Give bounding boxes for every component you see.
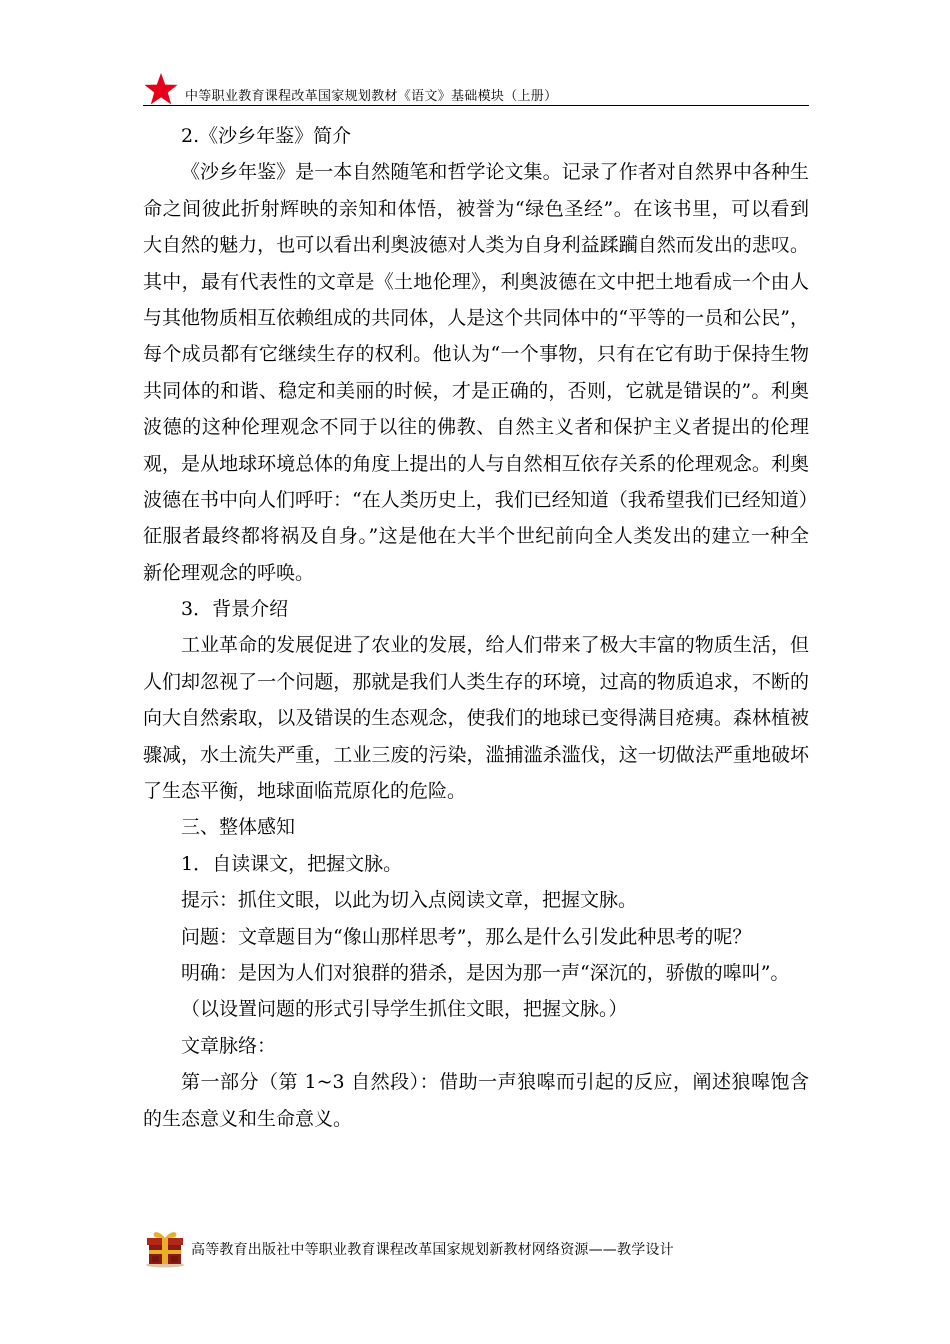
text-line: 观，是从地球环境总体的角度上提出的人与自然相互依存关系的伦理观念。利奥 — [143, 452, 809, 475]
text-line: 提示：抓住文眼，以此为切入点阅读文章，把握文脉。 — [181, 889, 638, 912]
text-line: 新伦理观念的呼唤。 — [143, 561, 315, 584]
text-line: 其中，最有代表性的文章是《土地伦理》，利奥波德在文中把土地看成一个由人 — [143, 270, 809, 293]
text-line: 问题：文章题目为“像山那样思考”，那么是什么引发此种思考的呢？ — [181, 925, 752, 948]
text-line: 2.《沙乡年鉴》简介 — [181, 125, 352, 147]
text-line: 骤减，水土流失严重，工业三废的污染，滥捕滥杀滥伐，这一切做法严重地破坏 — [143, 743, 809, 766]
text-line: 每个成员都有它继续生存的权利。他认为“一个事物，只有在它有助于保持生物 — [143, 343, 809, 366]
gift-box-icon — [143, 1228, 187, 1268]
text-line: 与其他物质相互依赖组成的共同体，人是这个共同体中的“平等的一员和公民”， — [143, 306, 809, 329]
header-title: 中等职业教育课程改革国家规划教材《语文》基础模块（上册） — [185, 89, 558, 104]
text-line: 第一部分（第 1~3 自然段）：借助一声狼嗥而引起的反应，阐述狼嗥饱含 — [181, 1071, 809, 1094]
text-line: （以设置问题的形式引导学生抓住文眼，把握文脉。） — [181, 998, 628, 1021]
text-line: 命之间彼此折射辉映的亲知和体悟，被誉为“绿色圣经”。在该书里，可以看到 — [143, 197, 809, 220]
page-header — [143, 72, 809, 106]
text-line: 文章脉络： — [181, 1034, 277, 1057]
page-footer — [143, 1228, 809, 1268]
text-line: 的生态意义和生命意义。 — [143, 1107, 353, 1130]
text-line: 了生态平衡，地球面临荒原化的危险。 — [143, 780, 467, 803]
text-line: 人们却忽视了一个问题，那就是我们人类生存的环境，过高的物质追求，不断的 — [143, 670, 809, 693]
text-line: 征服者最终都将祸及自身。”这是他在大半个世纪前向全人类发出的建立一种全 — [143, 525, 809, 548]
text-line: 3．背景介绍 — [181, 598, 289, 621]
text-line: 向大自然索取，以及错误的生态观念，使我们的地球已变得满目疮痍。森林植被 — [143, 707, 809, 730]
text-line: 波德的这种伦理观念不同于以往的佛教、自然主义者和保护主义者提出的伦理 — [143, 416, 809, 439]
text-line: 1．自读课文，把握文脉。 — [181, 852, 403, 875]
text-line: 大自然的魅力，也可以看出利奥波德对人类为自身利益蹂躏自然而发出的悲叹。 — [143, 234, 809, 257]
text-line: 工业革命的发展促进了农业的发展，给人们带来了极大丰富的物质生活，但 — [181, 634, 809, 657]
text-line: 三、整体感知 — [181, 816, 296, 839]
text-line: 共同体的和谐、稳定和美丽的时候，才是正确的，否则，它就是错误的”。利奥 — [143, 379, 809, 402]
text-line: 明确：是因为人们对狼群的猎杀，是因为那一声“深沉的，骄傲的嗥叫”。 — [181, 961, 790, 984]
text-line: 波德在书中向人们呼吁：“在人类历史上，我们已经知道（我希望我们已经知道） — [143, 488, 818, 511]
text-line: 《沙乡年鉴》是一本自然随笔和哲学论文集。记录了作者对自然界中各种生 — [181, 161, 809, 184]
header-rule — [143, 105, 809, 106]
body-text — [143, 118, 818, 1137]
red-star-icon — [143, 72, 179, 106]
footer-text: 高等教育出版社中等职业教育课程改革国家规划新教材网络资源——教学设计 — [191, 1242, 674, 1258]
